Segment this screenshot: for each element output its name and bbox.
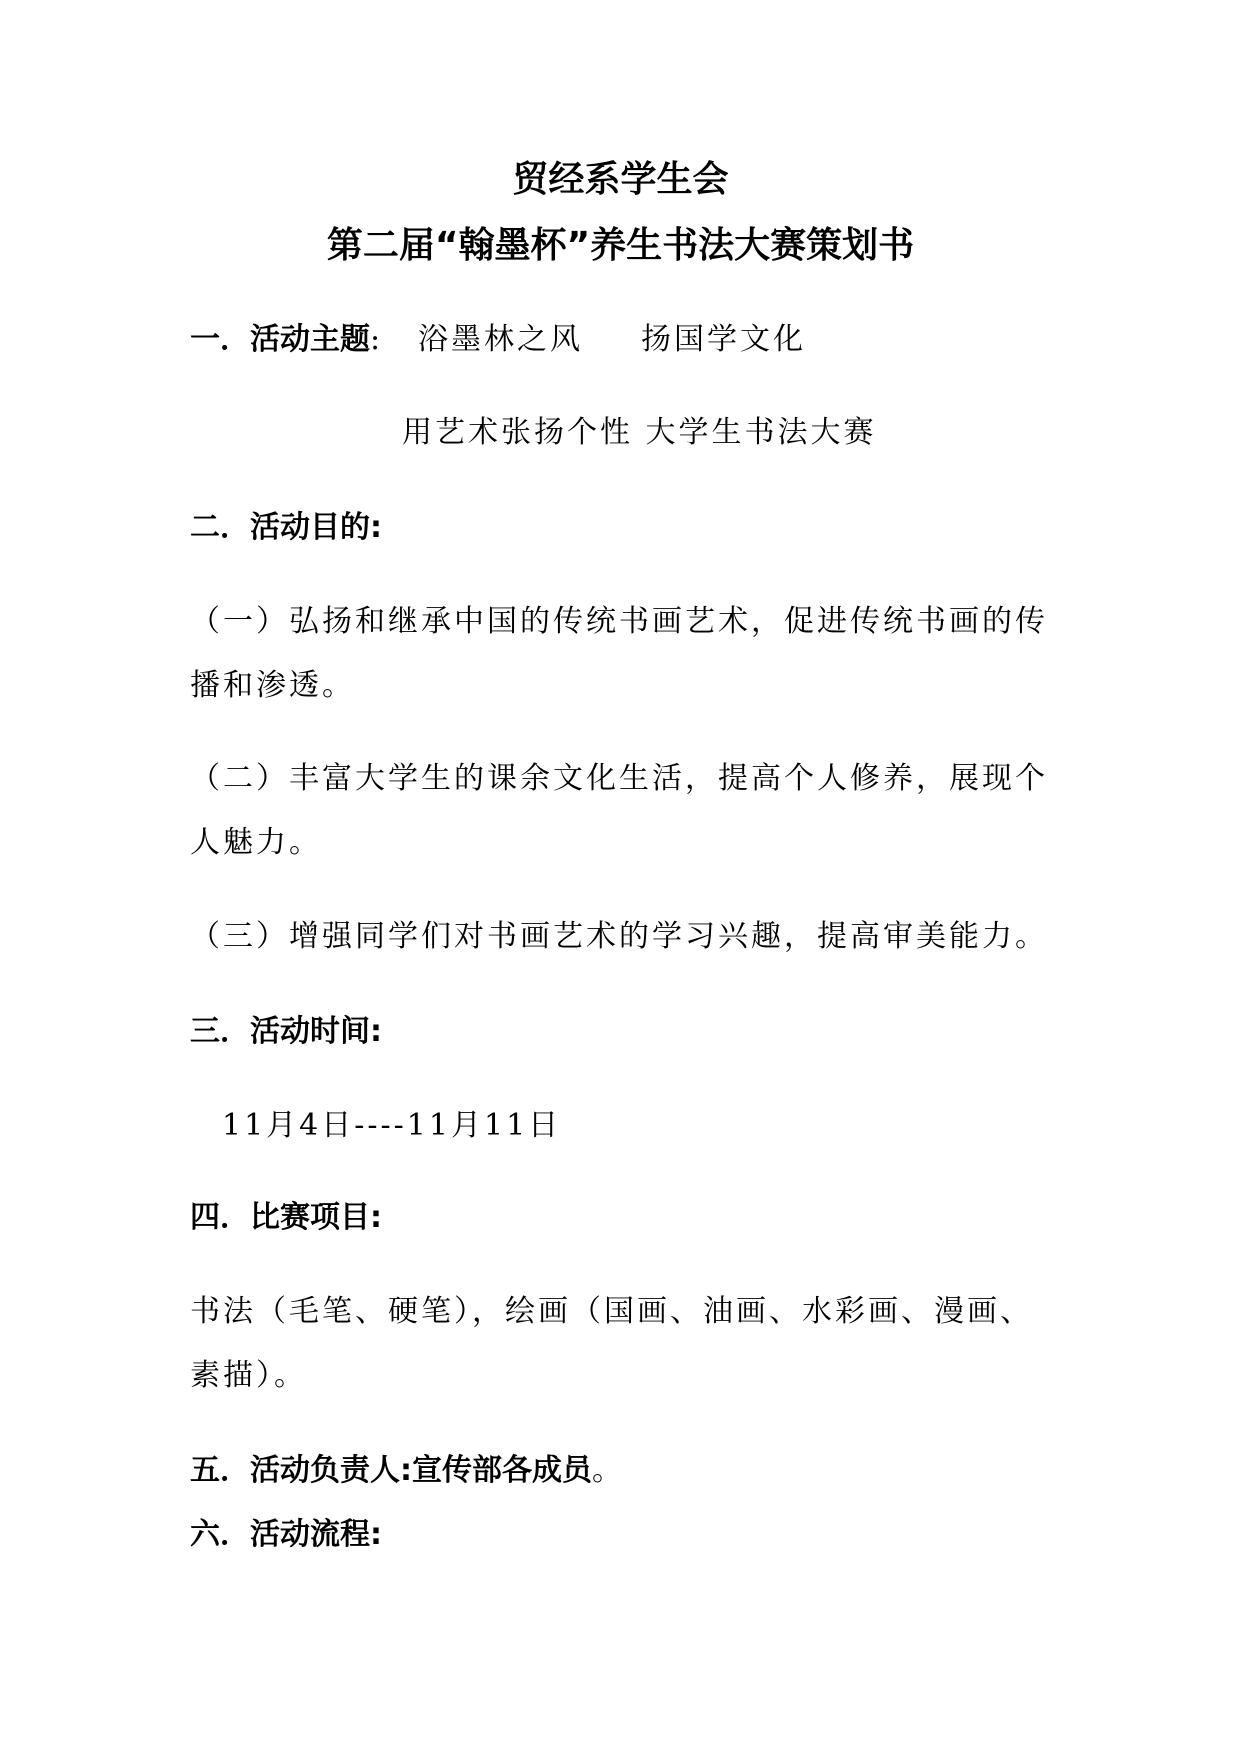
theme-text-2: 扬国学文化 bbox=[641, 322, 806, 357]
theme-separator: : bbox=[370, 322, 384, 357]
owner-section bbox=[190, 1453, 625, 1488]
purpose-item-1-line-2: 播和渗透。 bbox=[190, 668, 355, 703]
purpose-item-1-line-1: （一）弘扬和继承中国的传统书画艺术，促进传统书画的传 bbox=[190, 604, 1048, 639]
document-title-line1: 贸经系学生会 bbox=[512, 159, 729, 200]
theme-heading: 一．活动主题 bbox=[190, 322, 370, 357]
owner-period: 。 bbox=[592, 1453, 625, 1488]
events-line-2: 素描）。 bbox=[190, 1358, 307, 1393]
owner-heading: 五．活动负责人: bbox=[190, 1453, 412, 1488]
document-title-line2: 第二届“翰墨杯”养生书法大赛策划书 bbox=[326, 225, 915, 266]
time-heading: 三．活动时间: bbox=[190, 1014, 382, 1049]
events-line-1: 书法（毛笔、硬笔），绘画（国画、油画、水彩画、漫画、 bbox=[190, 1294, 1033, 1329]
time-text: 11月4日----11月11日 bbox=[222, 1108, 562, 1143]
flow-heading: 六．活动流程: bbox=[190, 1517, 382, 1552]
owner-name: 宣传部各成员 bbox=[412, 1453, 592, 1488]
theme-section bbox=[190, 322, 384, 357]
purpose-heading: 二．活动目的: bbox=[190, 510, 382, 545]
theme-line-2: 用艺术张扬个性 大学生书法大赛 bbox=[402, 415, 877, 450]
events-heading: 四．比赛项目: bbox=[190, 1200, 382, 1235]
purpose-item-3-line-1: （三）增强同学们对书画艺术的学习兴趣，提高审美能力。 bbox=[190, 919, 1048, 954]
purpose-item-2-line-2: 人魅力。 bbox=[190, 825, 322, 860]
theme-text-1: 浴墨林之风 bbox=[418, 322, 583, 357]
purpose-item-2-line-1: （二）丰富大学生的课余文化生活，提高个人修养，展现个 bbox=[190, 761, 1048, 796]
